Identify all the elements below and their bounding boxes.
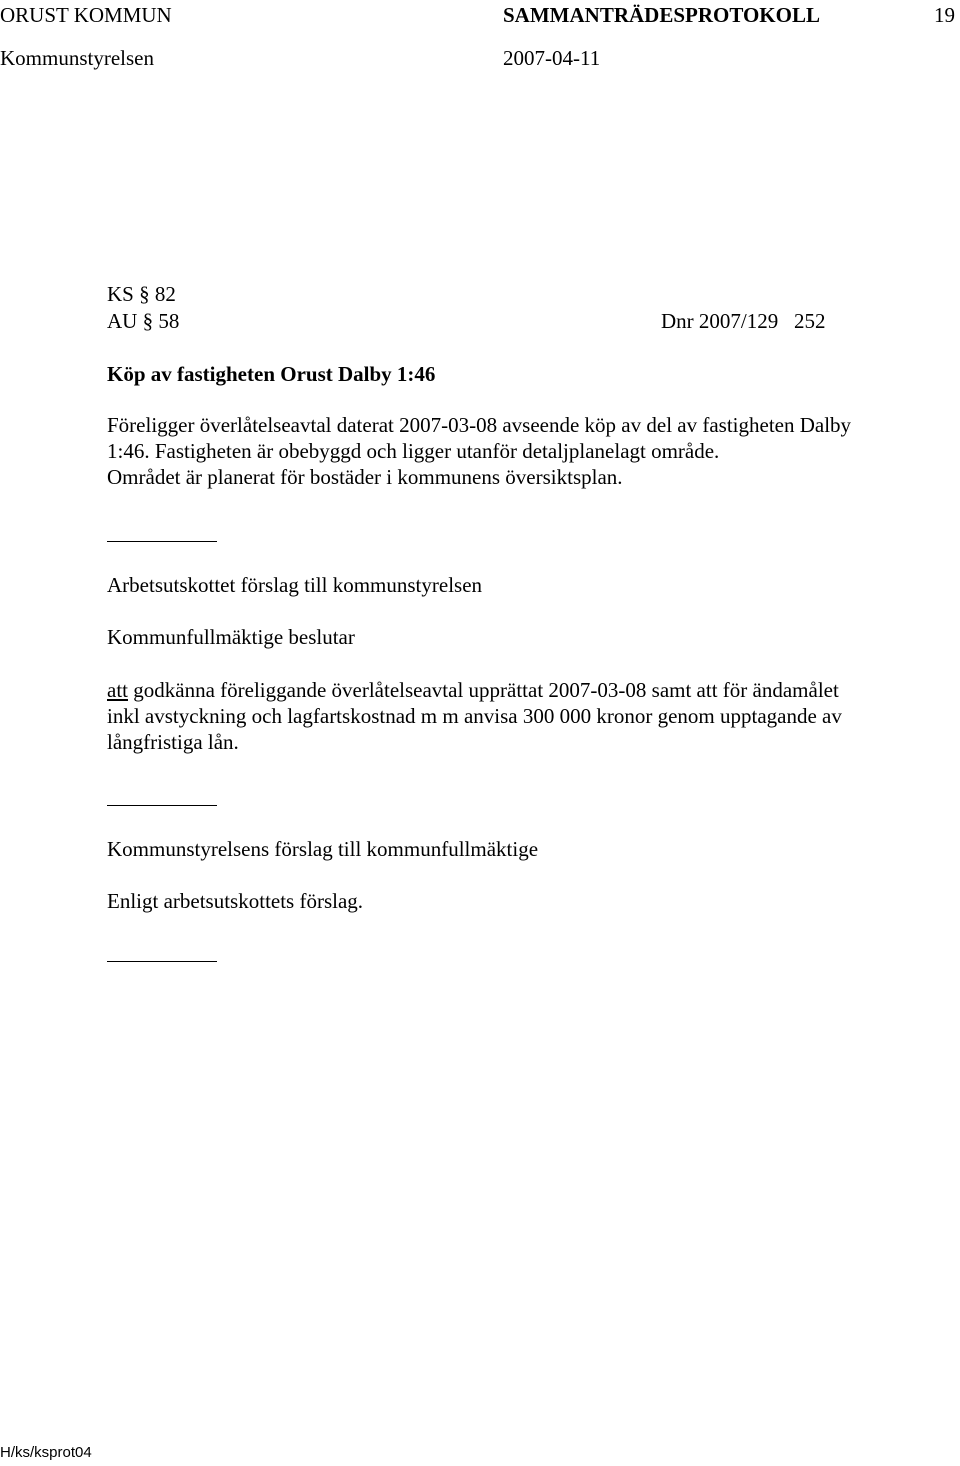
decision-line-text: godkänna föreliggande överlåtelseavtal upprättat 2007-03-08 samt att för ändamålet: [128, 678, 839, 702]
intro-line: Området är planerat för bostäder i kommunens översiktsplan.: [107, 465, 623, 489]
case-title: Köp av fastigheten Orust Dalby 1:46: [107, 362, 436, 386]
ks-proposal-text: Enligt arbetsutskottets förslag.: [107, 889, 364, 913]
intro-line: 1:46. Fastigheten är obebyggd och ligger utanför detaljplanelagt område.: [107, 439, 720, 463]
decision-paragraph: [107, 677, 907, 755]
document-path: H/ks/ksprot04: [0, 1444, 92, 1461]
page-number: 19: [934, 3, 955, 27]
intro-line: Föreligger överlåtelseavtal daterat 2007-03-08 avseende köp av del av fastigheten Dalby: [107, 413, 852, 437]
au-proposal-heading: Arbetsutskottet förslag till kommunstyrelsen: [107, 573, 483, 597]
document-type: SAMMANTRÄDESPROTOKOLL: [503, 3, 820, 27]
decision-line: inkl avstyckning och lagfartskostnad m m anvisa 300 000 kronor genom upptagande av: [107, 704, 842, 728]
ks-proposal-heading: Kommunstyrelsens förslag till kommunfullmäktige: [107, 837, 539, 861]
att-keyword: att: [107, 678, 128, 702]
decision-line: [107, 677, 907, 703]
diary-number: Dnr 2007/129 252: [661, 309, 826, 333]
separator-line: [107, 541, 217, 542]
decision-heading: Kommunfullmäktige beslutar: [107, 625, 355, 649]
decision-line: långfristiga lån.: [107, 730, 239, 754]
separator-line: [107, 805, 217, 806]
ks-paragraph: KS § 82: [107, 282, 176, 306]
separator-line: [107, 961, 217, 962]
au-paragraph: AU § 58: [107, 309, 180, 333]
intro-paragraph: [107, 412, 907, 490]
municipality-name: ORUST KOMMUN: [0, 3, 172, 27]
committee-name: Kommunstyrelsen: [0, 46, 154, 70]
meeting-date: 2007-04-11: [503, 46, 601, 70]
